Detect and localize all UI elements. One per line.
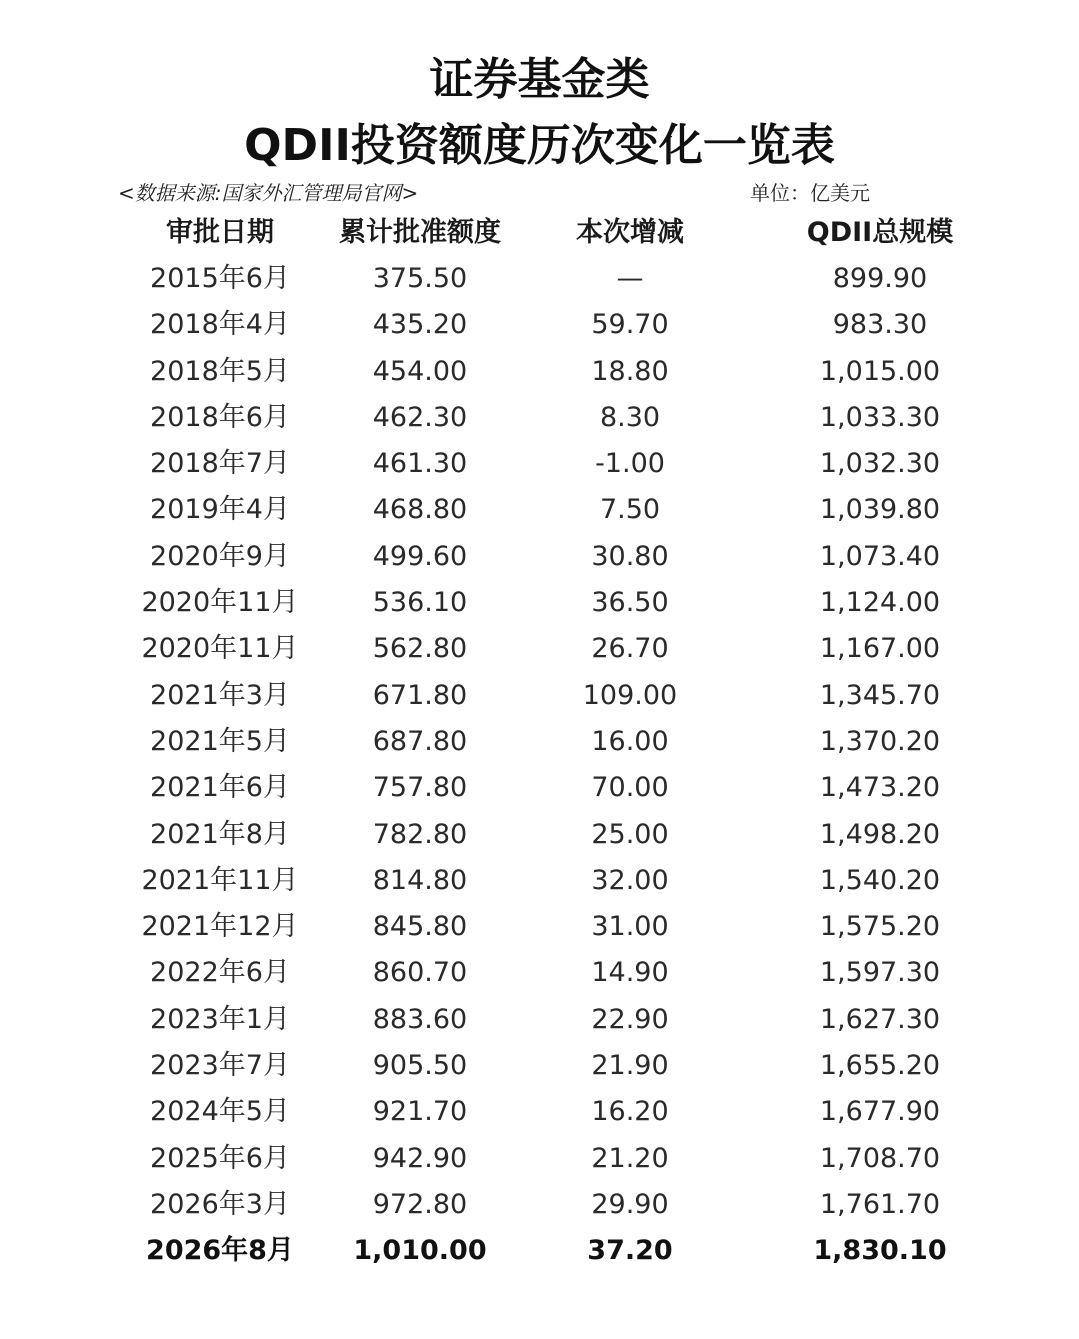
table-row [0,302,1079,348]
table-row [0,349,1079,395]
cell-total-scale: 1,761.70 [819,1188,941,1220]
cell-approval-date: 2026年8月 [146,1235,294,1267]
table-row [0,487,1079,533]
cell-cumulative-quota: 905.50 [372,1050,468,1082]
cell-approval-date: 2023年7月 [150,1050,290,1082]
cell-total-scale: 983.30 [832,309,928,341]
cell-total-scale: 1,627.30 [819,1003,941,1035]
cell-change: — [616,263,644,294]
cell-change: 59.70 [591,309,669,341]
cell-total-scale: 1,540.20 [819,864,941,896]
cell-cumulative-quota: 921.70 [372,1096,468,1128]
table-row [0,719,1079,765]
cell-approval-date: 2022年6月 [150,957,290,989]
cell-total-scale: 1,498.20 [819,818,941,850]
cell-cumulative-quota: 536.10 [372,587,468,619]
cell-approval-date: 2023年1月 [150,1003,290,1035]
cell-change: 32.00 [591,864,669,896]
cell-total-scale: 1,708.70 [819,1142,941,1174]
cell-total-scale: 1,575.20 [819,911,941,943]
cell-approval-date: 2025年6月 [150,1142,290,1174]
cell-cumulative-quota: 845.80 [372,911,468,943]
cell-total-scale: 1,073.40 [819,540,941,572]
cell-cumulative-quota: 687.80 [372,725,468,757]
cell-approval-date: 2018年4月 [150,309,290,341]
cell-change: 37.20 [587,1235,673,1267]
cell-change: 14.90 [591,957,669,989]
cell-approval-date: 2018年5月 [150,355,290,387]
cell-change: 16.20 [591,1096,669,1128]
cell-total-scale: 1,345.70 [819,679,941,711]
cell-change: 18.80 [591,355,669,387]
cell-approval-date: 2020年11月 [141,633,299,665]
cell-total-scale: 1,830.10 [813,1235,947,1267]
table-row [0,673,1079,719]
header-total-scale: QDII总规模 [806,217,954,248]
cell-change: 21.20 [591,1142,669,1174]
cell-cumulative-quota: 942.90 [372,1142,468,1174]
header-change: 本次增减 [576,217,684,248]
cell-change: 25.00 [591,818,669,850]
cell-change: -1.00 [595,448,665,480]
cell-change: 8.30 [599,401,661,433]
cell-approval-date: 2015年6月 [150,263,290,294]
table-row [0,812,1079,858]
cell-approval-date: 2019年4月 [150,494,290,526]
cell-approval-date: 2021年5月 [150,725,290,757]
cell-approval-date: 2021年6月 [150,772,290,804]
cell-cumulative-quota: 757.80 [372,772,468,804]
cell-cumulative-quota: 461.30 [372,448,468,480]
cell-total-scale: 1,370.20 [819,725,941,757]
cell-change: 30.80 [591,540,669,572]
table-row-latest [0,1228,1079,1274]
table-row [0,580,1079,626]
cell-cumulative-quota: 671.80 [372,679,468,711]
table-body [0,256,1079,1275]
cell-cumulative-quota: 883.60 [372,1003,468,1035]
table-row [0,997,1079,1043]
table-row [0,858,1079,904]
cell-change: 21.90 [591,1050,669,1082]
table-row [0,1182,1079,1228]
cell-cumulative-quota: 462.30 [372,401,468,433]
table-row [0,950,1079,996]
header-approval-date: 审批日期 [166,217,274,248]
cell-change: 22.90 [591,1003,669,1035]
table-row [0,765,1079,811]
cell-cumulative-quota: 782.80 [372,818,468,850]
cell-total-scale: 1,473.20 [819,772,941,804]
table-row [0,256,1079,302]
cell-approval-date: 2018年7月 [150,448,290,480]
table-row [0,1043,1079,1089]
table-row [0,1089,1079,1135]
cell-change: 70.00 [591,772,669,804]
cell-change: 16.00 [591,725,669,757]
table-row [0,395,1079,441]
cell-total-scale: 1,124.00 [819,587,941,619]
header-cumulative-quota: 累计批准额度 [339,217,501,248]
cell-cumulative-quota: 468.80 [372,494,468,526]
table-row [0,1136,1079,1182]
cell-approval-date: 2026年3月 [150,1188,290,1220]
table-header [0,210,1079,256]
cell-total-scale: 1,015.00 [819,355,941,387]
cell-change: 31.00 [591,911,669,943]
cell-total-scale: 1,597.30 [819,957,941,989]
unit-note: 单位：亿美元 [750,181,870,205]
cell-approval-date: 2021年12月 [141,911,299,943]
cell-total-scale: 899.90 [832,263,928,294]
page-title: 证券基金类 [429,54,650,105]
cell-cumulative-quota: 860.70 [372,957,468,989]
cell-total-scale: 1,032.30 [819,448,941,480]
cell-approval-date: 2024年5月 [150,1096,290,1128]
cell-cumulative-quota: 562.80 [372,633,468,665]
cell-cumulative-quota: 454.00 [372,355,468,387]
cell-total-scale: 1,655.20 [819,1050,941,1082]
table-row [0,441,1079,487]
cell-approval-date: 2020年9月 [150,540,290,572]
page-subtitle: QDII投资额度历次变化一览表 [244,120,835,171]
cell-cumulative-quota: 435.20 [372,309,468,341]
table-row [0,534,1079,580]
cell-change: 36.50 [591,587,669,619]
cell-cumulative-quota: 375.50 [372,263,468,294]
cell-cumulative-quota: 972.80 [372,1188,468,1220]
cell-cumulative-quota: 1,010.00 [353,1235,487,1267]
cell-approval-date: 2018年6月 [150,401,290,433]
cell-approval-date: 2021年8月 [150,818,290,850]
cell-total-scale: 1,677.90 [819,1096,941,1128]
cell-change: 7.50 [599,494,661,526]
cell-total-scale: 1,039.80 [819,494,941,526]
table-row [0,626,1079,672]
cell-cumulative-quota: 814.80 [372,864,468,896]
cell-cumulative-quota: 499.60 [372,540,468,572]
source-note: <数据来源:国家外汇管理局官网> [118,181,419,205]
table-row [0,904,1079,950]
cell-change: 29.90 [591,1188,669,1220]
cell-approval-date: 2021年11月 [141,864,299,896]
cell-change: 26.70 [591,633,669,665]
cell-total-scale: 1,167.00 [819,633,941,665]
cell-change: 109.00 [582,679,678,711]
cell-approval-date: 2020年11月 [141,587,299,619]
cell-total-scale: 1,033.30 [819,401,941,433]
cell-approval-date: 2021年3月 [150,679,290,711]
